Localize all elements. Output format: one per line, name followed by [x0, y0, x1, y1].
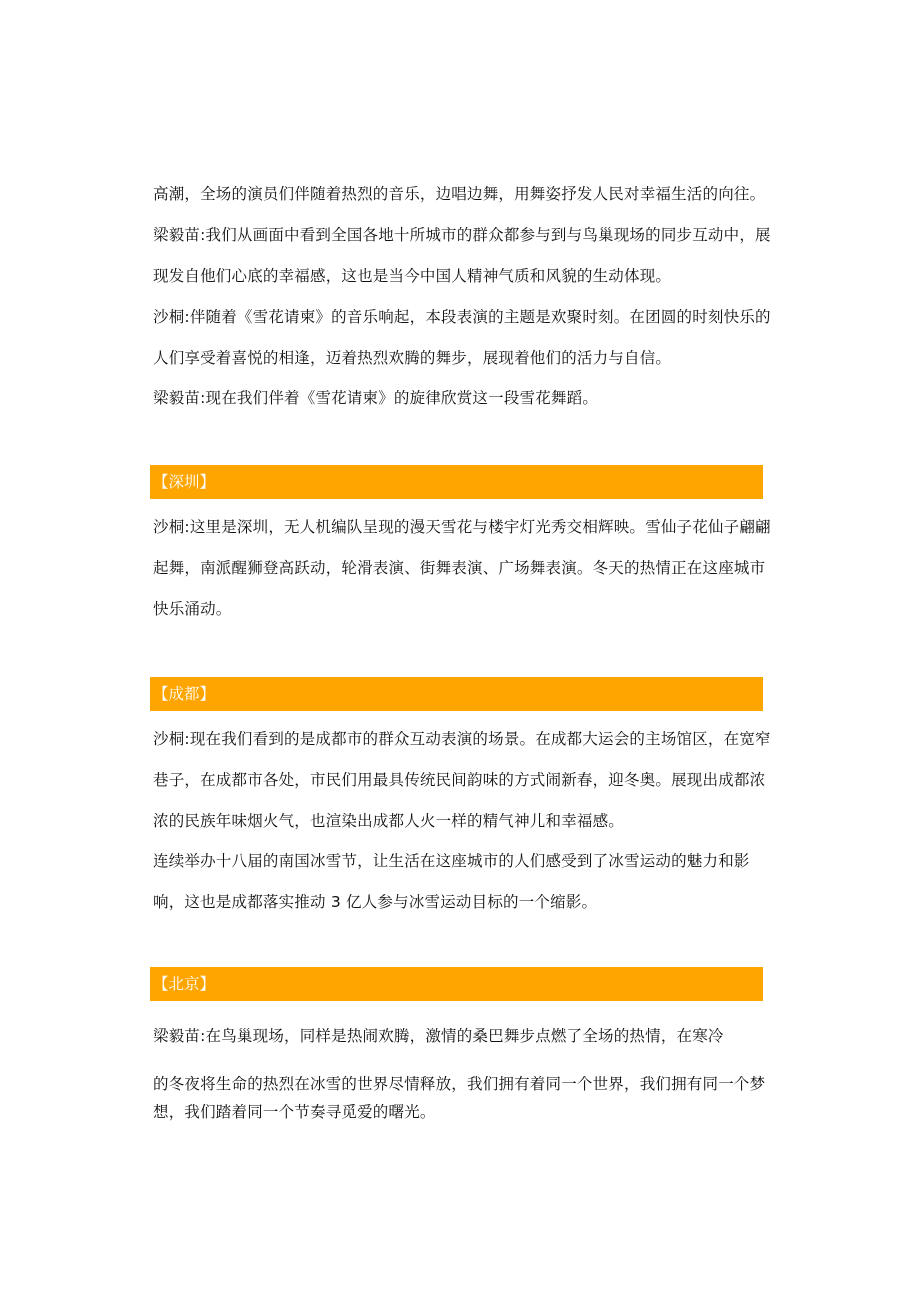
section-title: 【北京】 [153, 975, 216, 993]
paragraph-line: 巷子，在成都市各处，市民们用最具传统民间韵味的方式闹新春，迎冬奥。展现出成都浓 [153, 771, 766, 789]
paragraph-line: 响，这也是成都落实推动 3 亿人参与冰雪运动目标的一个缩影。 [153, 893, 598, 911]
paragraph-line: 梁毅苗:我们从画面中看到全国各地十所城市的群众都参与到与鸟巢现场的同步互动中，展 [153, 226, 771, 244]
paragraph-line: 浓的民族年味烟火气，也渲染出成都人火一样的精气神儿和幸福感。 [153, 812, 625, 830]
paragraph-line: 人们享受着喜悦的相逢，迈着热烈欢腾的舞步，展现着他们的活力与自信。 [153, 349, 672, 367]
section-header-beijing [150, 967, 763, 1001]
paragraph-line: 现发自他们心底的幸福感，这也是当今中国人精神气质和风貌的生动体现。 [153, 267, 672, 285]
paragraph-line: 连续举办十八届的南国冰雪节，让生活在这座城市的人们感受到了冰雪运动的魅力和影 [153, 852, 750, 870]
paragraph-line: 梁毅苗:现在我们伴着《雪花请柬》的旋律欣赏这一段雪花舞蹈。 [153, 389, 599, 407]
paragraph-line: 高潮，全场的演员们伴随着热烈的音乐，边唱边舞，用舞姿抒发人民对幸福生活的向往。 [153, 185, 766, 203]
section-header-chengdu [150, 677, 763, 711]
paragraph-line: 沙桐:伴随着《雪花请柬》的音乐响起，本段表演的主题是欢聚时刻。在团圆的时刻快乐的 [153, 308, 771, 326]
paragraph-line: 的冬夜将生命的热烈在冰雪的世界尽情释放，我们拥有着同一个世界，我们拥有同一个梦 [153, 1075, 766, 1093]
paragraph-line: 沙桐:这里是深圳，无人机编队呈现的漫天雪花与楼宇灯光秀交相辉映。雪仙子花仙子翩翩 [153, 518, 771, 536]
section-title: 【成都】 [153, 685, 216, 703]
paragraph-line: 沙桐:现在我们看到的是成都市的群众互动表演的场景。在成都大运会的主场馆区，在宽窄 [153, 730, 771, 748]
paragraph-line: 快乐涌动。 [153, 600, 232, 618]
section-title: 【深圳】 [153, 473, 216, 491]
paragraph-line: 起舞，南派醒狮登高跃动，轮滑表演、街舞表演、广场舞表演。冬天的热情正在这座城市 [153, 559, 766, 577]
paragraph-line: 想，我们踏着同一个节奏寻觅爱的曙光。 [153, 1103, 436, 1121]
paragraph-line: 梁毅苗:在鸟巢现场，同样是热闹欢腾，激情的桑巴舞步点燃了全场的热情，在寒冷 [153, 1027, 724, 1045]
section-header-shenzhen [150, 465, 763, 499]
